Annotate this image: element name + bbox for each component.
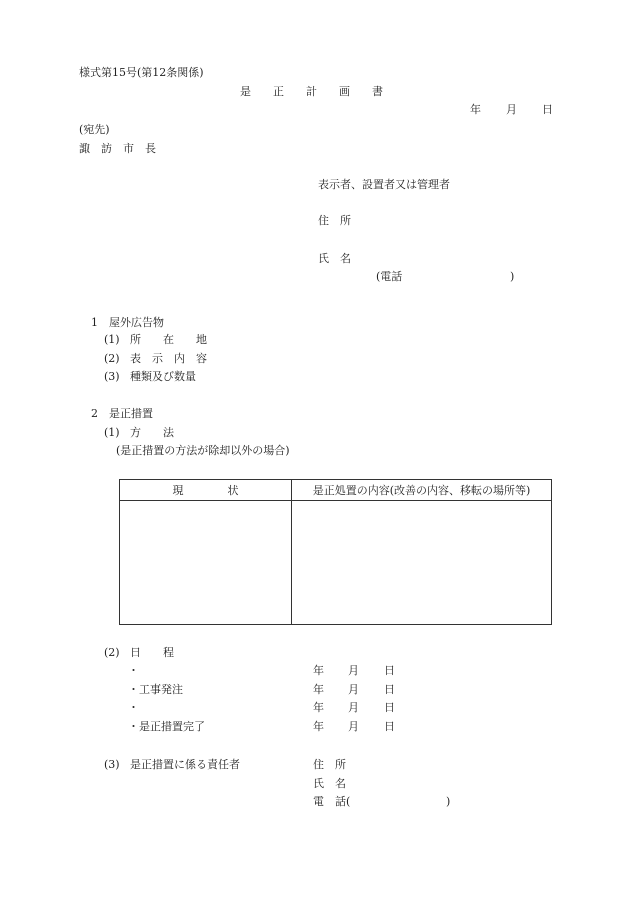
method-label: 方 法	[130, 426, 174, 439]
schedule-month: 月	[348, 683, 359, 696]
table-header-row	[120, 480, 552, 501]
method-no: (1)	[104, 426, 120, 439]
responsible-label: 是正措置に係る責任者	[130, 758, 240, 771]
responsible-address-label: 住 所	[313, 758, 346, 771]
schedule-item: ・	[128, 664, 139, 677]
applicant-phone-open: (電話	[376, 270, 403, 283]
schedule-month: 月	[348, 701, 359, 714]
responsible-phone-open: 電 話(	[313, 795, 351, 808]
schedule-day: 日	[384, 664, 395, 677]
applicant-phone-close: )	[510, 270, 515, 283]
schedule-year: 年	[313, 701, 324, 714]
table-header-correction-content: 是正処置の内容(改善の内容、移転の場所等)	[292, 480, 552, 501]
section1-heading: 1 屋外広告物	[91, 316, 164, 329]
schedule-item: ・	[128, 701, 139, 714]
schedule-day: 日	[384, 720, 395, 733]
method-note: (是正措置の方法が除却以外の場合)	[116, 444, 290, 457]
table-cell-current-state[interactable]	[120, 501, 292, 625]
date-year-label: 年	[470, 103, 481, 116]
table-cell-correction-content[interactable]	[292, 501, 552, 625]
schedule-item: ・是正措置完了	[128, 720, 205, 733]
section1-item-label: 種類及び数量	[130, 370, 196, 383]
schedule-month: 月	[348, 664, 359, 677]
date-month-label: 月	[506, 103, 517, 116]
applicant-address-label: 住 所	[318, 214, 351, 227]
schedule-day: 日	[384, 683, 395, 696]
table-header-current-state: 現 状	[120, 480, 292, 501]
addressee-name: 諏 訪 市 長	[79, 142, 156, 155]
section1-item-no: (3)	[104, 370, 120, 383]
applicant-name-label: 氏 名	[318, 252, 351, 265]
section1-item-label: 所 在 地	[130, 333, 207, 346]
date-day-label: 日	[542, 103, 553, 116]
section1-item-no: (1)	[104, 333, 120, 346]
schedule-year: 年	[313, 664, 324, 677]
schedule-item: ・工事発注	[128, 683, 183, 696]
schedule-label: 日 程	[130, 646, 174, 659]
schedule-year: 年	[313, 720, 324, 733]
responsible-phone-close: )	[446, 795, 451, 808]
responsible-no: (3)	[104, 758, 120, 771]
schedule-day: 日	[384, 701, 395, 714]
section1-item-no: (2)	[104, 352, 120, 365]
section2-heading: 2 是正措置	[91, 407, 153, 420]
addressee-label: (宛先)	[79, 123, 110, 136]
document-title: 是 正 計 画 書	[240, 85, 383, 98]
section1-item-label: 表 示 内 容	[130, 352, 207, 365]
table-row	[120, 501, 552, 625]
applicant-heading: 表示者、設置者又は管理者	[318, 178, 450, 191]
correction-table	[119, 479, 552, 625]
responsible-name-label: 氏 名	[313, 777, 346, 790]
schedule-year: 年	[313, 683, 324, 696]
form-number: 様式第15号(第12条関係)	[79, 66, 204, 79]
schedule-no: (2)	[104, 646, 120, 659]
schedule-month: 月	[348, 720, 359, 733]
